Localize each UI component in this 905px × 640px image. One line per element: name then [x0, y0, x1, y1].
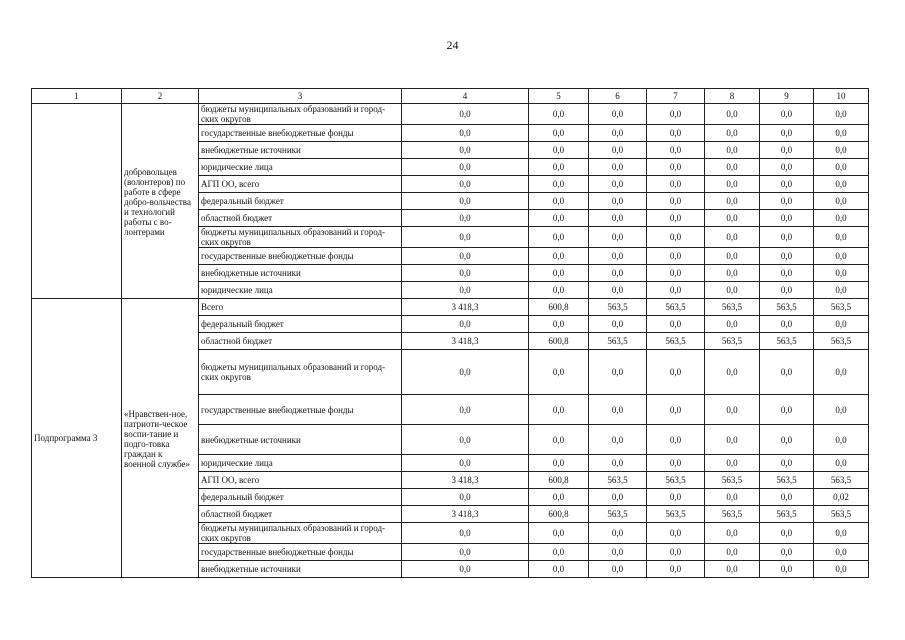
value-cell: 563,5 — [760, 472, 814, 489]
funding-source-cell: АГП ОО, всего — [199, 176, 402, 193]
value-cell: 0,0 — [529, 425, 589, 455]
value-cell: 0,0 — [402, 142, 529, 159]
value-cell: 0,0 — [647, 248, 705, 265]
value-cell: 0,0 — [647, 316, 705, 333]
value-cell: 0,0 — [760, 104, 814, 125]
value-cell: 3 418,3 — [402, 472, 529, 489]
page-number: 24 — [446, 38, 459, 52]
funding-source-cell: государственные внебюджетные фонды — [199, 544, 402, 561]
funding-source-cell: бюджеты муниципальных образований и город-ских округов — [199, 104, 402, 125]
program-description: «Нравствен-ное, патриоти-ческое воспи-тание и подго-товка граждан к военной службе» — [124, 408, 190, 469]
value-cell: 0,0 — [705, 176, 760, 193]
value-cell: 0,0 — [814, 561, 869, 578]
value-cell: 0,0 — [760, 248, 814, 265]
funding-source-cell: федеральный бюджет — [199, 193, 402, 210]
table-row — [32, 104, 869, 125]
value-cell: 0,0 — [760, 176, 814, 193]
value-cell: 0,0 — [589, 489, 647, 506]
value-cell: 600,8 — [529, 299, 589, 316]
value-cell: 0,0 — [760, 544, 814, 561]
value-cell: 0,0 — [529, 227, 589, 248]
value-cell: 0,0 — [705, 455, 760, 472]
value-cell: 0,0 — [814, 544, 869, 561]
value-cell: 0,0 — [402, 544, 529, 561]
header-cell: 4 — [402, 89, 529, 104]
funding-source-cell: бюджеты муниципальных образований и город-ских округов — [199, 350, 402, 395]
value-cell: 0,0 — [402, 265, 529, 282]
value-cell: 563,5 — [589, 299, 647, 316]
value-cell: 0,0 — [529, 248, 589, 265]
value-cell: 0,0 — [705, 265, 760, 282]
value-cell: 0,0 — [529, 316, 589, 333]
value-cell: 0,0 — [529, 125, 589, 142]
funding-source-cell: областной бюджет — [199, 506, 402, 523]
value-cell: 0,0 — [760, 455, 814, 472]
value-cell: 563,5 — [705, 299, 760, 316]
value-cell: 0,0 — [760, 193, 814, 210]
value-cell: 0,0 — [647, 455, 705, 472]
value-cell: 0,0 — [760, 395, 814, 425]
value-cell: 0,0 — [529, 350, 589, 395]
funding-source-cell: юридические лица — [199, 282, 402, 299]
header-cell: 9 — [760, 89, 814, 104]
value-cell: 0,0 — [647, 425, 705, 455]
value-cell: 0,0 — [589, 455, 647, 472]
value-cell: 0,0 — [647, 193, 705, 210]
value-cell: 0,0 — [589, 561, 647, 578]
value-cell: 0,0 — [647, 210, 705, 227]
header-row — [32, 89, 869, 104]
header-cell: 1 — [32, 89, 122, 104]
value-cell: 563,5 — [814, 472, 869, 489]
value-cell: 0,0 — [589, 544, 647, 561]
value-cell: 0,0 — [647, 227, 705, 248]
value-cell: 0,0 — [529, 395, 589, 425]
value-cell: 3 418,3 — [402, 299, 529, 316]
value-cell: 563,5 — [705, 472, 760, 489]
value-cell: 0,0 — [760, 125, 814, 142]
value-cell: 0,0 — [402, 395, 529, 425]
value-cell: 0,0 — [529, 523, 589, 544]
value-cell: 0,0 — [814, 210, 869, 227]
value-cell: 0,0 — [402, 125, 529, 142]
value-cell: 0,0 — [814, 125, 869, 142]
funding-source-cell: федеральный бюджет — [199, 316, 402, 333]
value-cell: 0,0 — [647, 523, 705, 544]
value-cell: 0,0 — [647, 142, 705, 159]
value-cell: 0,0 — [760, 523, 814, 544]
value-cell: 0,0 — [402, 425, 529, 455]
value-cell: 563,5 — [647, 333, 705, 350]
value-cell: 563,5 — [760, 333, 814, 350]
value-cell: 0,0 — [402, 350, 529, 395]
value-cell: 0,0 — [402, 159, 529, 176]
header-cell: 5 — [529, 89, 589, 104]
value-cell: 0,0 — [402, 455, 529, 472]
value-cell: 0,0 — [647, 265, 705, 282]
value-cell: 0,0 — [647, 159, 705, 176]
value-cell: 0,0 — [402, 104, 529, 125]
value-cell: 0,0 — [529, 193, 589, 210]
funding-source-cell: внебюджетные источники — [199, 425, 402, 455]
value-cell: 0,0 — [402, 227, 529, 248]
value-cell: 0,0 — [814, 282, 869, 299]
value-cell: 563,5 — [814, 299, 869, 316]
value-cell: 0,0 — [402, 176, 529, 193]
value-cell: 0,0 — [760, 265, 814, 282]
value-cell: 0,0 — [814, 316, 869, 333]
value-cell: 0,0 — [814, 193, 869, 210]
value-cell: 0,0 — [814, 248, 869, 265]
value-cell: 0,0 — [814, 523, 869, 544]
value-cell: 0,0 — [647, 282, 705, 299]
value-cell: 0,0 — [589, 210, 647, 227]
value-cell: 0,0 — [705, 125, 760, 142]
header-cell: 2 — [122, 89, 199, 104]
value-cell: 563,5 — [589, 333, 647, 350]
funding-source-cell: областной бюджет — [199, 333, 402, 350]
value-cell: 563,5 — [814, 333, 869, 350]
value-cell: 0,0 — [647, 544, 705, 561]
value-cell: 0,0 — [705, 159, 760, 176]
value-cell: 0,0 — [705, 142, 760, 159]
funding-source-cell: государственные внебюджетные фонды — [199, 248, 402, 265]
value-cell: 0,0 — [589, 265, 647, 282]
value-cell: 0,0 — [814, 104, 869, 125]
value-cell: 0,0 — [589, 282, 647, 299]
table-body — [32, 89, 869, 578]
table-row — [32, 299, 869, 316]
value-cell: 0,0 — [705, 489, 760, 506]
value-cell: 0,0 — [529, 544, 589, 561]
value-cell: 563,5 — [589, 506, 647, 523]
value-cell: 563,5 — [760, 506, 814, 523]
program-description-cell — [122, 299, 199, 578]
value-cell: 0,0 — [402, 282, 529, 299]
value-cell: 0,0 — [705, 544, 760, 561]
funding-source-cell: бюджеты муниципальных образований и город-ских округов — [199, 227, 402, 248]
value-cell: 563,5 — [814, 506, 869, 523]
value-cell: 0,0 — [814, 395, 869, 425]
value-cell: 0,0 — [647, 561, 705, 578]
value-cell: 0,0 — [814, 227, 869, 248]
value-cell: 0,0 — [402, 523, 529, 544]
value-cell: 563,5 — [760, 299, 814, 316]
value-cell: 0,0 — [705, 523, 760, 544]
value-cell: 0,0 — [814, 455, 869, 472]
value-cell: 0,0 — [814, 350, 869, 395]
funding-source-cell: областной бюджет — [199, 210, 402, 227]
header-cell: 7 — [647, 89, 705, 104]
value-cell: 600,8 — [529, 472, 589, 489]
value-cell: 0,0 — [705, 193, 760, 210]
value-cell: 563,5 — [589, 472, 647, 489]
value-cell: 0,0 — [705, 282, 760, 299]
value-cell: 0,0 — [647, 350, 705, 395]
value-cell: 0,0 — [760, 142, 814, 159]
value-cell: 0,02 — [814, 489, 869, 506]
value-cell: 0,0 — [402, 248, 529, 265]
header-cell: 3 — [199, 89, 402, 104]
value-cell: 0,0 — [760, 489, 814, 506]
value-cell: 0,0 — [589, 350, 647, 395]
value-cell: 0,0 — [589, 425, 647, 455]
value-cell: 0,0 — [589, 159, 647, 176]
program-description: добровольцев (волонтеров) по работе в сфере добро-вольчества и технологий работы с во-лонтерами — [124, 166, 191, 237]
value-cell: 563,5 — [705, 333, 760, 350]
value-cell: 0,0 — [814, 176, 869, 193]
value-cell: 563,5 — [705, 506, 760, 523]
value-cell: 563,5 — [647, 299, 705, 316]
value-cell: 0,0 — [529, 210, 589, 227]
value-cell: 0,0 — [760, 561, 814, 578]
value-cell: 0,0 — [529, 142, 589, 159]
value-cell: 600,8 — [529, 333, 589, 350]
value-cell: 0,0 — [705, 104, 760, 125]
program-description-cell — [122, 104, 199, 299]
funding-source-cell: Всего — [199, 299, 402, 316]
value-cell: 0,0 — [589, 395, 647, 425]
value-cell: 0,0 — [402, 193, 529, 210]
funding-source-cell: внебюджетные источники — [199, 265, 402, 282]
header-cell: 10 — [814, 89, 869, 104]
value-cell: 0,0 — [402, 210, 529, 227]
value-cell: 0,0 — [647, 125, 705, 142]
value-cell: 0,0 — [705, 395, 760, 425]
value-cell: 0,0 — [529, 489, 589, 506]
funding-source-cell: внебюджетные источники — [199, 561, 402, 578]
value-cell: 0,0 — [705, 227, 760, 248]
value-cell: 0,0 — [589, 142, 647, 159]
value-cell: 563,5 — [647, 506, 705, 523]
value-cell: 0,0 — [814, 142, 869, 159]
value-cell: 0,0 — [760, 282, 814, 299]
value-cell: 3 418,3 — [402, 333, 529, 350]
funding-source-cell: федеральный бюджет — [199, 489, 402, 506]
value-cell: 0,0 — [589, 248, 647, 265]
program-name-cell — [32, 104, 122, 299]
value-cell: 563,5 — [647, 472, 705, 489]
value-cell: 0,0 — [760, 350, 814, 395]
value-cell: 0,0 — [814, 425, 869, 455]
value-cell: 0,0 — [589, 193, 647, 210]
value-cell: 0,0 — [814, 265, 869, 282]
value-cell: 3 418,3 — [402, 506, 529, 523]
value-cell: 0,0 — [529, 104, 589, 125]
value-cell: 0,0 — [647, 395, 705, 425]
value-cell: 600,8 — [529, 506, 589, 523]
funding-source-cell: юридические лица — [199, 159, 402, 176]
value-cell: 0,0 — [814, 159, 869, 176]
value-cell: 0,0 — [402, 316, 529, 333]
budget-table — [31, 88, 869, 578]
funding-source-cell: государственные внебюджетные фонды — [199, 125, 402, 142]
value-cell: 0,0 — [647, 489, 705, 506]
value-cell: 0,0 — [705, 248, 760, 265]
value-cell: 0,0 — [760, 159, 814, 176]
value-cell: 0,0 — [589, 227, 647, 248]
value-cell: 0,0 — [529, 176, 589, 193]
value-cell: 0,0 — [589, 316, 647, 333]
header-cell: 8 — [705, 89, 760, 104]
value-cell: 0,0 — [647, 104, 705, 125]
value-cell: 0,0 — [705, 316, 760, 333]
value-cell: 0,0 — [589, 125, 647, 142]
value-cell: 0,0 — [760, 425, 814, 455]
value-cell: 0,0 — [529, 561, 589, 578]
value-cell: 0,0 — [589, 104, 647, 125]
value-cell: 0,0 — [705, 561, 760, 578]
funding-source-cell: юридические лица — [199, 455, 402, 472]
value-cell: 0,0 — [647, 176, 705, 193]
value-cell: 0,0 — [760, 316, 814, 333]
value-cell: 0,0 — [402, 489, 529, 506]
funding-source-cell: бюджеты муниципальных образований и город-ских округов — [199, 523, 402, 544]
value-cell: 0,0 — [589, 523, 647, 544]
program-name-cell: Подпрограмма 3 — [32, 299, 122, 578]
value-cell: 0,0 — [402, 561, 529, 578]
value-cell: 0,0 — [529, 455, 589, 472]
funding-source-cell: АГП ОО, всего — [199, 472, 402, 489]
funding-source-cell: государственные внебюджетные фонды — [199, 395, 402, 425]
value-cell: 0,0 — [589, 176, 647, 193]
value-cell: 0,0 — [760, 227, 814, 248]
value-cell: 0,0 — [705, 350, 760, 395]
header-cell: 6 — [589, 89, 647, 104]
value-cell: 0,0 — [529, 265, 589, 282]
value-cell: 0,0 — [760, 210, 814, 227]
value-cell: 0,0 — [529, 159, 589, 176]
value-cell: 0,0 — [705, 210, 760, 227]
value-cell: 0,0 — [529, 282, 589, 299]
value-cell: 0,0 — [705, 425, 760, 455]
funding-source-cell: внебюджетные источники — [199, 142, 402, 159]
